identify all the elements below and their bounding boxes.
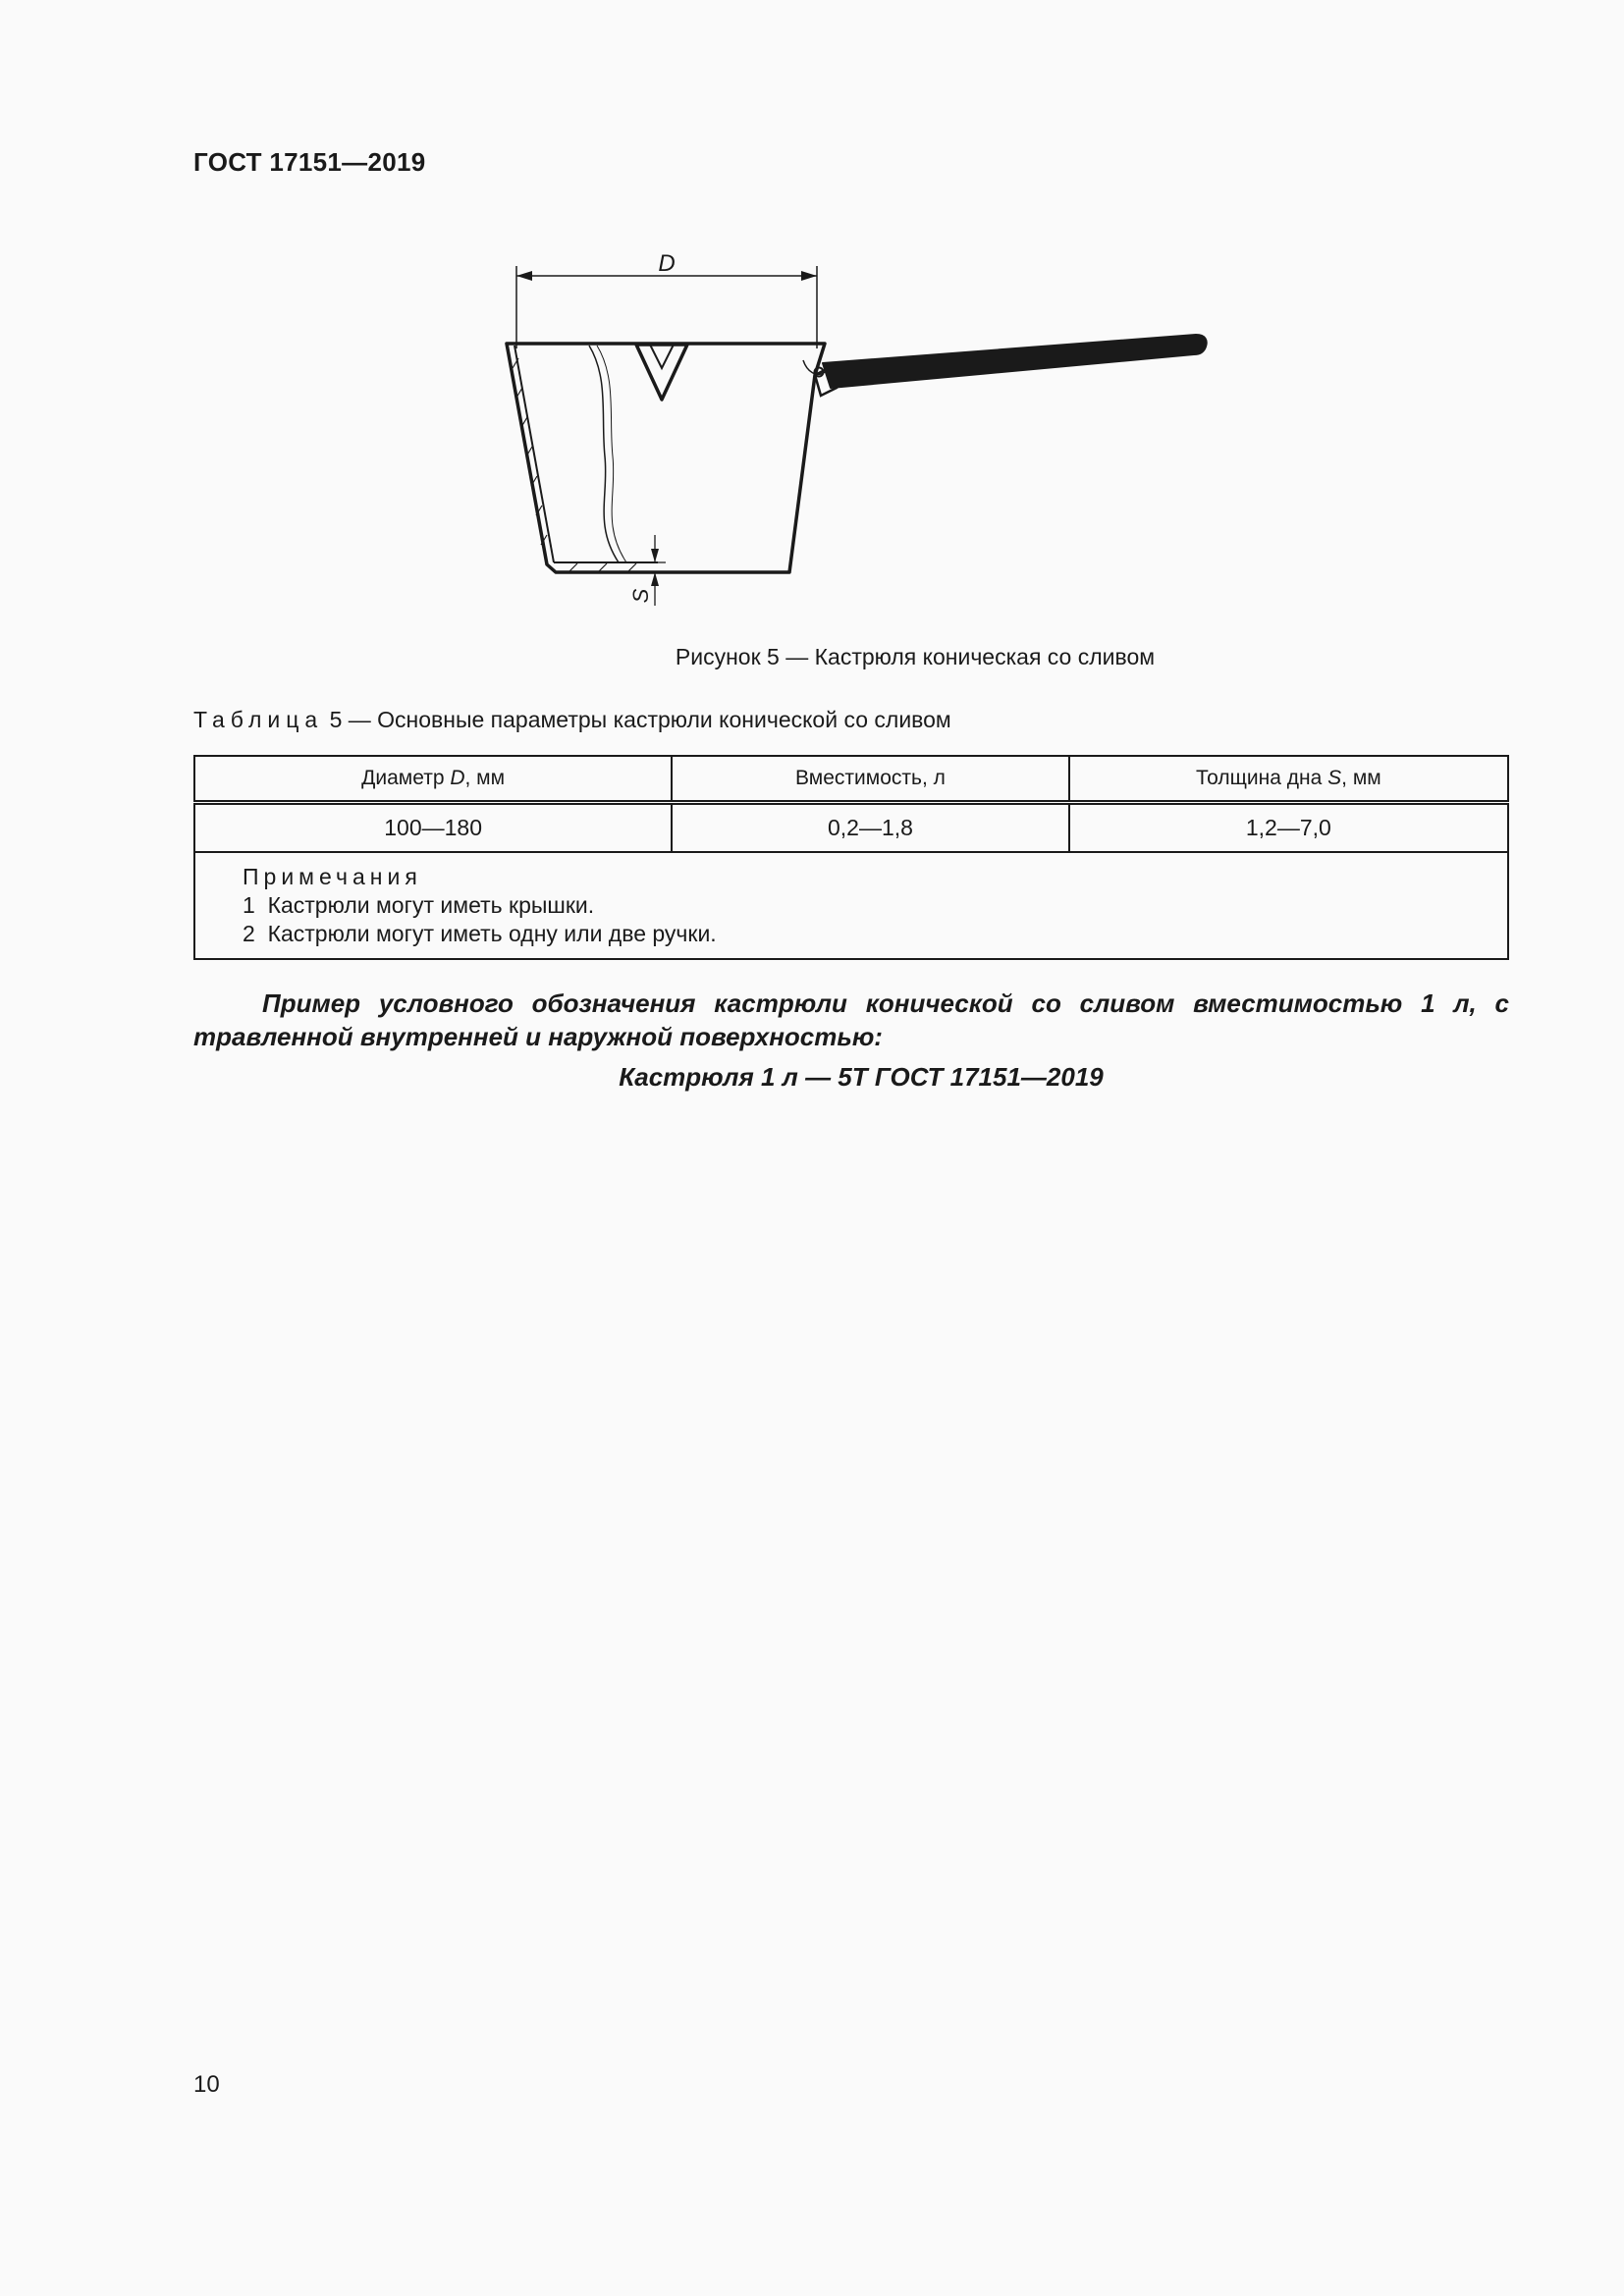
designation-line: Кастрюля 1 л — 5Т ГОСТ 17151—2019 <box>619 1062 1104 1092</box>
pan-handle <box>823 335 1207 388</box>
cell-diameter: 100—180 <box>194 803 672 853</box>
cell-bottom-thickness: 1,2—7,0 <box>1069 803 1508 853</box>
table-notes-row <box>194 852 1508 959</box>
dimension-d-label: D <box>658 250 676 277</box>
figure-caption: Рисунок 5 — Кастрюля коническая со сливом <box>675 644 1156 669</box>
pan-body <box>507 344 837 572</box>
example-text: Пример условного обозначения кастрюли конической со сливом вместимостью 1 л, с травленной внутренней и наружной поверхностью: <box>193 988 1509 1051</box>
note-item: 1 Кастрюли могут иметь крышки. <box>243 892 595 918</box>
dimension-d <box>516 250 817 348</box>
parameters-table <box>193 755 1509 960</box>
table-row <box>194 803 1508 853</box>
table-title-word: Таблица <box>193 707 324 732</box>
header-diameter: Диаметр D, мм <box>194 756 672 803</box>
dimension-s <box>628 535 666 606</box>
table-notes <box>194 852 1508 959</box>
document-header: ГОСТ 17151—2019 <box>193 147 426 177</box>
cell-capacity: 0,2—1,8 <box>672 803 1068 853</box>
notes-title: Примечания <box>243 864 422 889</box>
table-title-rest: 5 — Основные параметры кастрюли конической со сливом <box>323 707 951 732</box>
dimension-s-label: S <box>628 588 653 604</box>
designation-example <box>193 987 1509 1053</box>
table-header-row <box>194 756 1508 803</box>
note-item: 2 Кастрюли могут иметь одну или две ручки. <box>243 921 717 946</box>
header-capacity: Вместимость, л <box>672 756 1068 803</box>
table-title <box>193 707 951 733</box>
page-number: 10 <box>193 2071 220 2098</box>
saucepan-figure <box>491 250 1237 623</box>
header-bottom-thickness: Толщина дна S, мм <box>1069 756 1508 803</box>
